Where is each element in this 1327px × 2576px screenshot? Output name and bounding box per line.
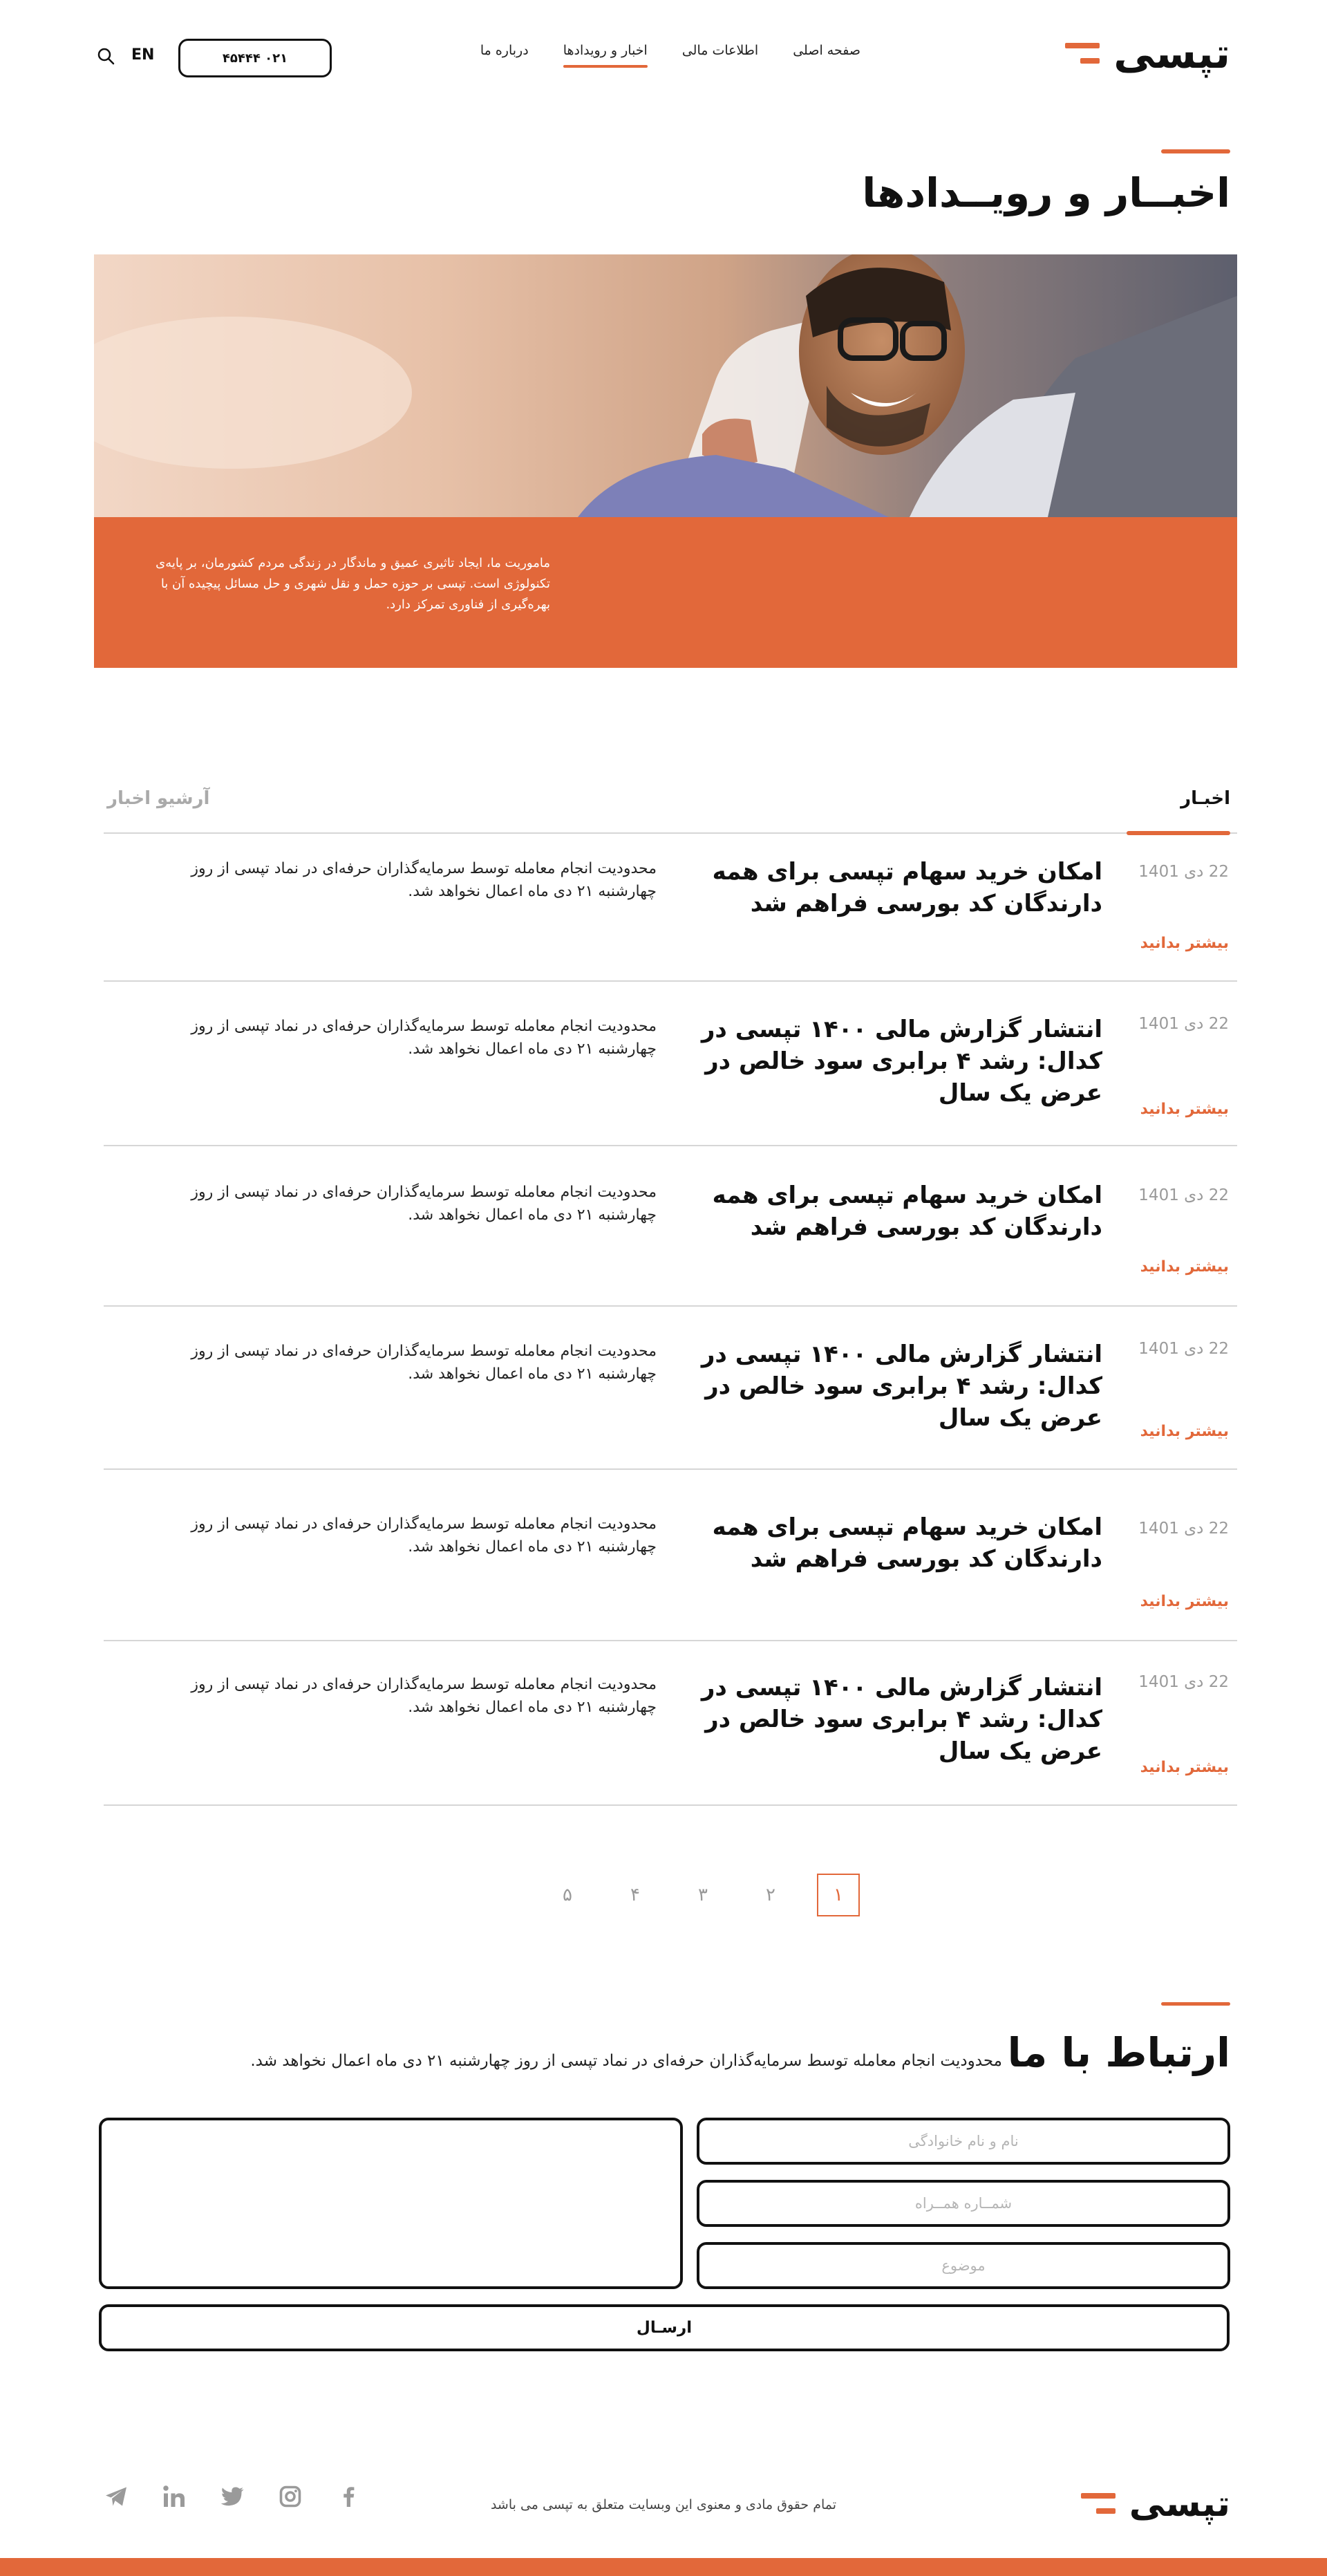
read-more-link[interactable]: بیشتر بدانید: [1140, 1101, 1229, 1118]
nav-financial-info[interactable]: اطلاعات مالی: [681, 43, 759, 58]
news-item: [104, 1307, 1237, 1470]
nav-home[interactable]: صفحه اصلی: [793, 43, 860, 58]
contact-description: محدودیت انجام معامله توسط سرمایه‌گذاران حرفه‌ای در نماد تپسی از روز چهارشنبه ۲۱ دی ماه اعمال نخواهد شد.: [250, 2052, 1002, 2070]
news-item: [104, 835, 1237, 982]
page-5[interactable]: ۵: [563, 1885, 572, 1905]
read-more-link[interactable]: بیشتر بدانید: [1140, 1593, 1229, 1610]
news-date: 22 دی 1401: [1138, 1340, 1229, 1358]
news-description: محدودیت انجام معامله توسط سرمایه‌گذاران حرفه‌ای در نماد تپسی از روز چهارشنبه ۲۱ دی ماه اعمال نخواهد شد.: [191, 1676, 657, 1716]
page-4[interactable]: ۴: [630, 1885, 640, 1905]
linkedin-icon[interactable]: [162, 2484, 187, 2509]
news-date: 22 دی 1401: [1138, 1186, 1229, 1204]
main-nav: [480, 43, 860, 68]
tab-news[interactable]: اخبـار: [1180, 788, 1230, 809]
hero-image: [94, 254, 1237, 517]
page-3[interactable]: ۳: [698, 1885, 708, 1905]
language-toggle[interactable]: EN: [131, 46, 155, 64]
hero-caption: ماموریت ما، ایجاد تاثیری عمیق و ماندگار در زندگی مردم کشورمان، بر پایه‌ی تکنولوژی است. تپسی بر حوزه حمل و نقل شهری و حل مسائل پیچیده آن با بهره‌گیری از فناوری تمرکز دارد.: [156, 556, 550, 612]
news-item: [104, 1470, 1237, 1641]
news-title[interactable]: انتشار گزارش مالی ۱۴۰۰ تپسی در کدال: رشد ۴ برابری سود خالص در عرض یک سال: [701, 1674, 1102, 1765]
news-title[interactable]: انتشار گزارش مالی ۱۴۰۰ تپسی در کدال: رشد ۴ برابری سود خالص در عرض یک سال: [701, 1341, 1102, 1432]
read-more-link[interactable]: بیشتر بدانید: [1140, 1258, 1229, 1276]
news-item: [104, 982, 1237, 1146]
hero-photo-illustration: [94, 254, 1237, 517]
logo-text: تپسی: [1113, 30, 1230, 78]
phone-field[interactable]: شمــاره همــراه: [697, 2180, 1230, 2227]
news-tabs: [104, 781, 1237, 834]
news-description: محدودیت انجام معامله توسط سرمایه‌گذاران حرفه‌ای در نماد تپسی از روز چهارشنبه ۲۱ دی ماه اعمال نخواهد شد.: [191, 1184, 657, 1224]
facebook-icon[interactable]: [336, 2484, 361, 2509]
footer-accent-strip: [0, 2558, 1327, 2576]
news-item: [104, 1641, 1237, 1806]
page-1[interactable]: ۱: [817, 1874, 860, 1916]
telegram-icon[interactable]: [104, 2484, 129, 2509]
footer-logo[interactable]: [1081, 2483, 1230, 2525]
contact-accent: [1161, 2002, 1230, 2006]
news-list: [104, 835, 1237, 1806]
twitter-icon[interactable]: [220, 2484, 245, 2509]
read-more-link[interactable]: بیشتر بدانید: [1140, 1423, 1229, 1440]
instagram-icon[interactable]: [278, 2484, 303, 2509]
news-date: 22 دی 1401: [1138, 863, 1229, 881]
read-more-link[interactable]: بیشتر بدانید: [1140, 1759, 1229, 1776]
search-icon[interactable]: [97, 47, 115, 65]
news-date: 22 دی 1401: [1138, 1015, 1229, 1033]
message-textarea[interactable]: [99, 2118, 683, 2289]
site-header: [0, 0, 1327, 114]
send-button[interactable]: ارسـال: [99, 2304, 1230, 2351]
page-title: اخبــار و رویــدادها: [862, 169, 1230, 216]
news-title[interactable]: انتشار گزارش مالی ۱۴۰۰ تپسی در کدال: رشد ۴ برابری سود خالص در عرض یک سال: [701, 1016, 1102, 1107]
news-title[interactable]: امکان خرید سهام تپسی برای همه دارندگان کد بورسی فراهم شد: [712, 1182, 1102, 1241]
nav-about[interactable]: درباره ما: [480, 43, 529, 58]
news-description: محدودیت انجام معامله توسط سرمایه‌گذاران حرفه‌ای در نماد تپسی از روز چهارشنبه ۲۱ دی ماه اعمال نخواهد شد.: [191, 1018, 657, 1058]
phone-button[interactable]: ۰۲۱ ۴۵۴۴۴: [178, 39, 332, 77]
news-date: 22 دی 1401: [1138, 1673, 1229, 1691]
news-title[interactable]: امکان خرید سهام تپسی برای همه دارندگان کد بورسی فراهم شد: [712, 1513, 1102, 1573]
subject-field[interactable]: موضوع: [697, 2242, 1230, 2289]
header-logo[interactable]: [1065, 30, 1230, 78]
footer-copyright: تمام حقوق مادی و معنوی این وبسایت متعلق به تپسی می باشد: [490, 2497, 837, 2512]
news-description: محدودیت انجام معامله توسط سرمایه‌گذاران حرفه‌ای در نماد تپسی از روز چهارشنبه ۲۱ دی ماه اعمال نخواهد شد.: [191, 860, 657, 900]
title-accent: [1161, 149, 1230, 153]
nav-news-events[interactable]: اخبار و رویدادها: [563, 43, 648, 68]
social-links: [104, 2484, 361, 2509]
name-field[interactable]: نام و نام خانوادگی: [697, 2118, 1230, 2165]
footer-logo-text: تپسی: [1129, 2483, 1230, 2525]
logo-mark-icon: [1065, 43, 1100, 65]
tab-news-archive[interactable]: آرشیو اخبار: [107, 788, 210, 809]
logo-mark-icon: [1081, 2493, 1116, 2515]
news-item: [104, 1146, 1237, 1307]
hero-caption-block: [94, 517, 1237, 668]
contact-title: ارتباط با ما: [1007, 2029, 1230, 2076]
news-title[interactable]: امکان خرید سهام تپسی برای همه دارندگان کد بورسی فراهم شد: [712, 858, 1102, 917]
news-description: محدودیت انجام معامله توسط سرمایه‌گذاران حرفه‌ای در نماد تپسی از روز چهارشنبه ۲۱ دی ماه اعمال نخواهد شد.: [191, 1515, 657, 1556]
read-more-link[interactable]: بیشتر بدانید: [1140, 935, 1229, 952]
page-2[interactable]: ۲: [766, 1885, 775, 1905]
pagination: [546, 1874, 860, 1916]
news-date: 22 دی 1401: [1138, 1520, 1229, 1538]
news-description: محدودیت انجام معامله توسط سرمایه‌گذاران حرفه‌ای در نماد تپسی از روز چهارشنبه ۲۱ دی ماه اعمال نخواهد شد.: [191, 1343, 657, 1383]
